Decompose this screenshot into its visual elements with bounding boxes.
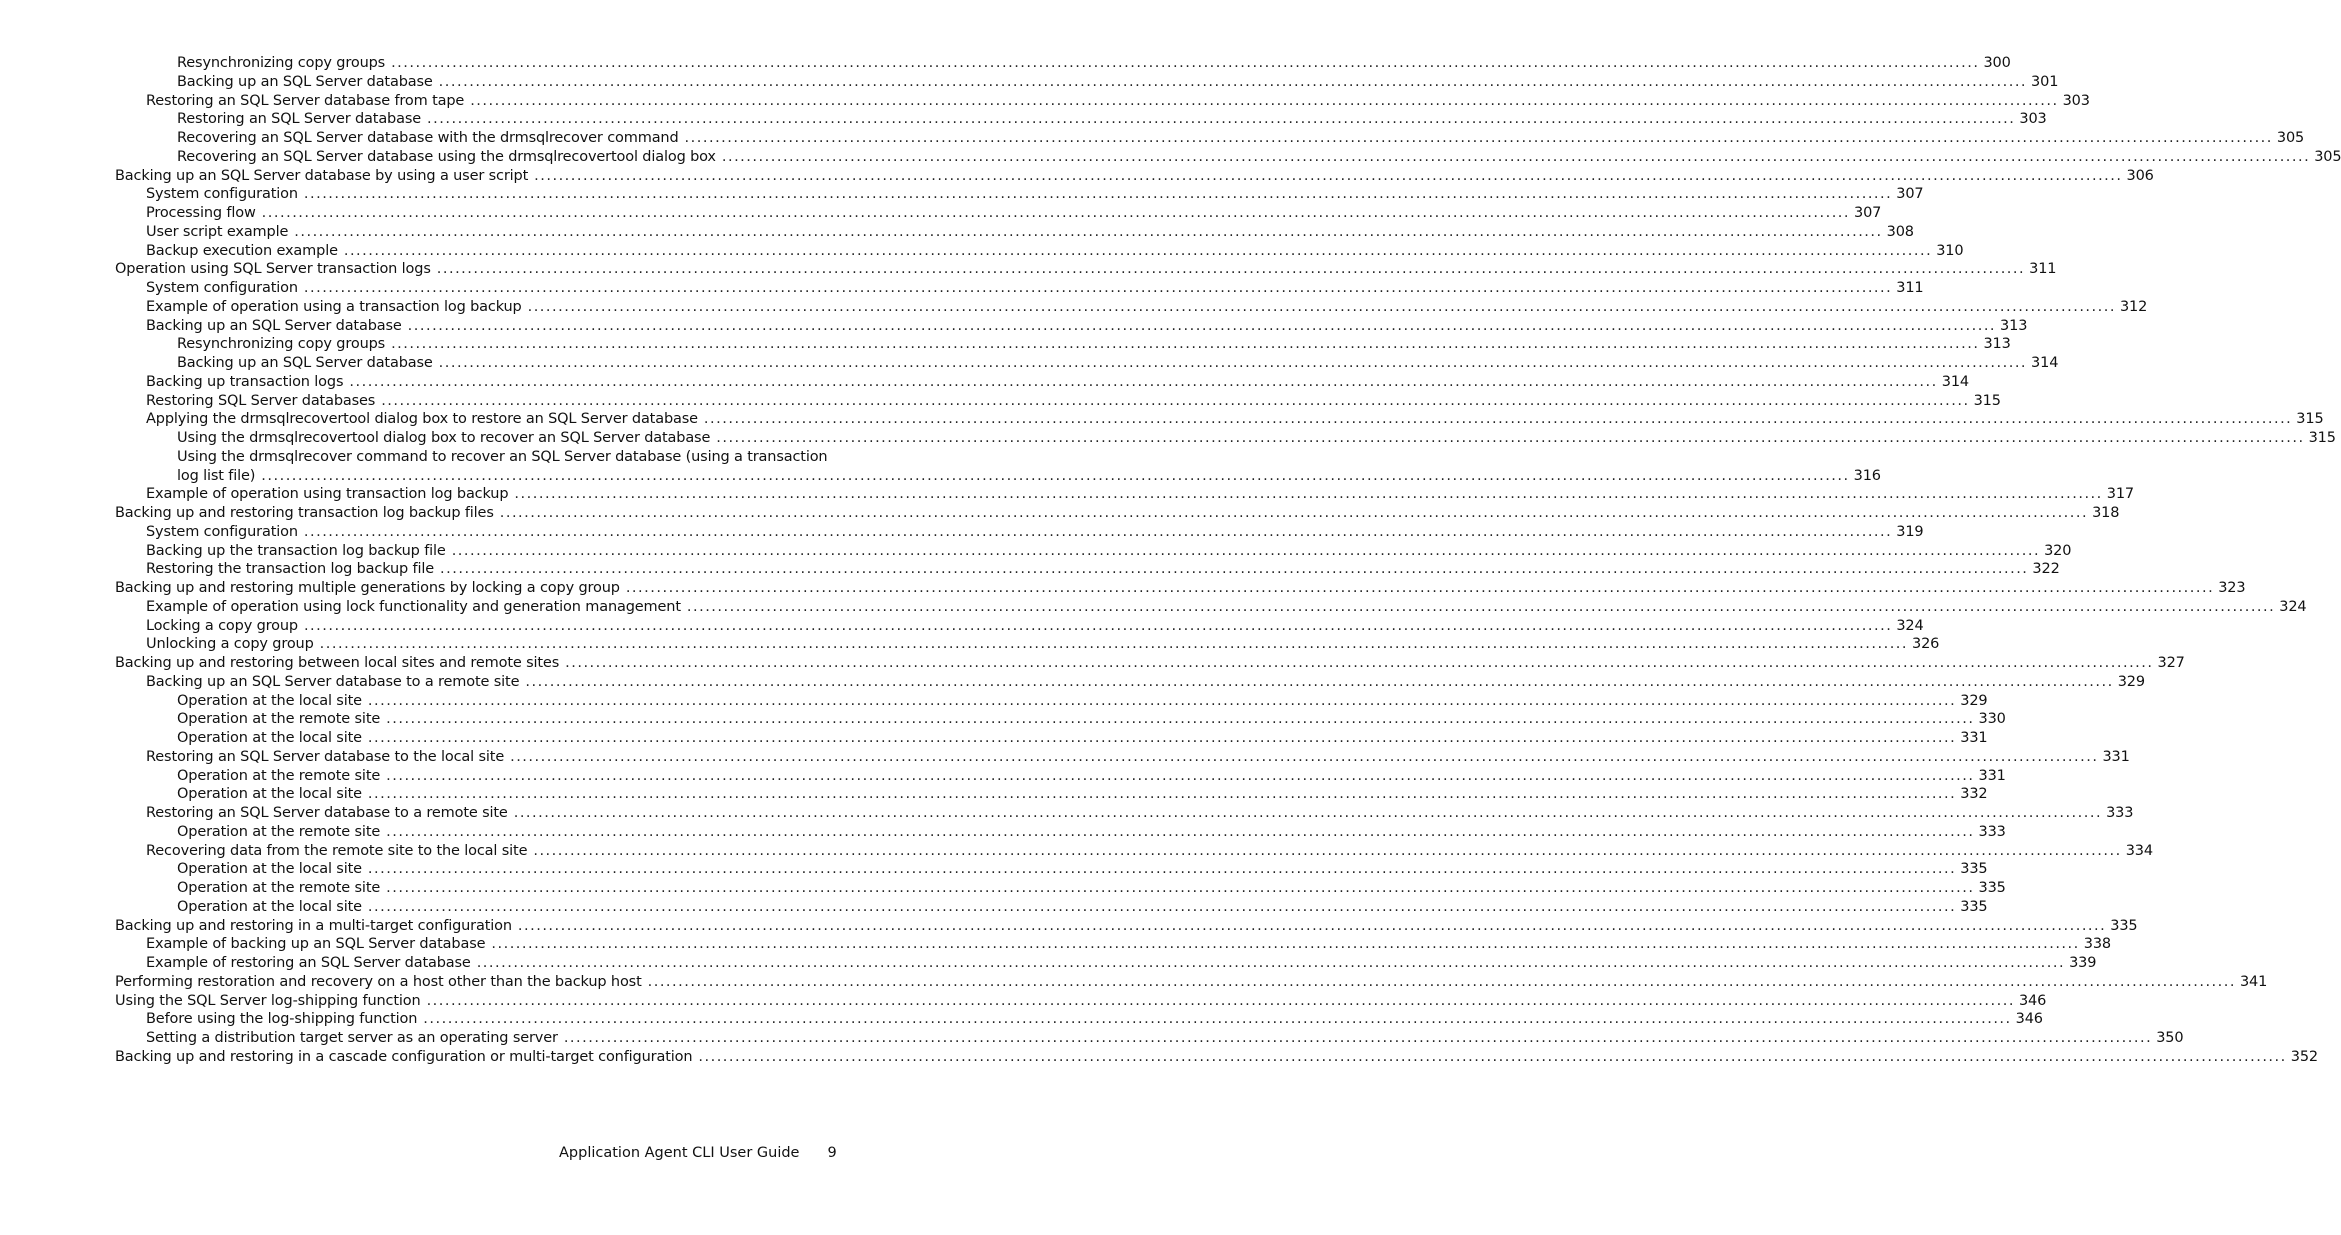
footer-page-number: 9 xyxy=(827,1145,837,1161)
toc-entry[interactable] xyxy=(115,710,2006,729)
toc-entry-title: Backing up an SQL Server database xyxy=(146,317,402,334)
toc-entry-title: Restoring an SQL Server database to the local site xyxy=(146,748,505,765)
toc-entry[interactable] xyxy=(115,523,1924,542)
toc-entry-page: 335 xyxy=(1960,898,1988,915)
toc-entry-title: Resynchronizing copy groups xyxy=(177,55,386,71)
toc-entry-title: Backing up and restoring between local sites and remote sites xyxy=(115,655,560,671)
toc-entry-page: 334 xyxy=(2125,842,2153,859)
toc-entry-title: Backing up an SQL Server database by using a user script xyxy=(115,167,529,184)
toc-entry-page: 315 xyxy=(1973,392,2001,409)
toc-leader-dots xyxy=(440,560,2028,579)
toc-entry-title: Operation using SQL Server transaction logs xyxy=(115,261,431,278)
toc-leader-dots xyxy=(470,92,2058,111)
toc-entry-title: Example of restoring an SQL Server database xyxy=(146,955,471,971)
toc-entry-title: Using the SQL Server log-shipping function xyxy=(115,992,421,1009)
toc-entry[interactable] xyxy=(115,542,2072,561)
toc-entry-page: 323 xyxy=(2218,580,2246,596)
toc-entry[interactable] xyxy=(115,729,1988,748)
toc-entry-page: 310 xyxy=(1936,242,1964,259)
page-footer xyxy=(559,1143,837,1163)
toc-leader-dots xyxy=(261,467,1849,486)
toc-leader-dots xyxy=(528,298,2116,317)
toc-entry[interactable] xyxy=(115,504,2120,523)
toc-entry-page: 324 xyxy=(1896,617,1924,634)
toc-entry-page: 350 xyxy=(2156,1030,2184,1046)
toc-entry[interactable] xyxy=(115,767,2006,786)
toc-entry-page: 306 xyxy=(2126,167,2154,184)
toc-entry-page: 333 xyxy=(1978,823,2006,840)
toc-entry[interactable] xyxy=(115,392,2001,411)
toc-entry-page: 307 xyxy=(1896,186,1924,203)
toc-entry-page: 315 xyxy=(2296,411,2324,428)
toc-leader-dots xyxy=(698,1048,2286,1067)
toc-entry-page: 315 xyxy=(2308,430,2336,446)
toc-entry-page: 317 xyxy=(2106,486,2135,503)
toc-entry-page: 313 xyxy=(2000,317,2028,334)
toc-entry-page: 352 xyxy=(2290,1048,2318,1065)
toc-entry-page: 331 xyxy=(2102,748,2130,765)
toc-leader-dots xyxy=(368,898,1956,917)
toc-entry-title: Example of operation using transaction log backup xyxy=(146,486,509,503)
toc-entry-page: 303 xyxy=(2019,111,2047,128)
toc-leader-dots xyxy=(294,223,1882,242)
toc-entry-title: Backup execution example xyxy=(146,242,338,259)
toc-leader-dots xyxy=(525,673,2113,692)
toc-entry[interactable] xyxy=(115,954,2097,973)
toc-entry-page: 305 xyxy=(2276,130,2305,146)
toc-entry-title: Before using the log-shipping function xyxy=(146,1011,418,1028)
toc-entry[interactable] xyxy=(115,598,2307,617)
toc-entry-page: 330 xyxy=(1978,711,2006,728)
toc-entry-page: 308 xyxy=(1886,223,1914,240)
toc-entry-title: Backing up an SQL Server database to a remote site xyxy=(146,673,520,690)
toc-leader-dots xyxy=(534,167,2122,186)
toc-entry[interactable] xyxy=(115,485,2135,504)
toc-entry-title: Performing restoration and recovery on a host other than the backup host xyxy=(115,973,642,990)
toc-entry-title: Restoring an SQL Server database from tape xyxy=(146,92,465,109)
toc-entry-title: Backing up and restoring transaction log backup files xyxy=(115,505,494,521)
toc-entry-page: 346 xyxy=(2018,992,2047,1009)
toc-entry[interactable] xyxy=(115,1029,2184,1048)
toc-entry[interactable] xyxy=(115,448,1881,486)
toc-entry[interactable] xyxy=(115,992,2047,1011)
toc-entry-title: Recovering an SQL Server database using the drmsqlrecovertool dialog box xyxy=(177,148,716,165)
toc-entry[interactable] xyxy=(115,1010,2043,1029)
toc-entry-title: Restoring SQL Server databases xyxy=(146,392,376,409)
toc-leader-dots xyxy=(564,1029,2152,1048)
toc-entry[interactable] xyxy=(115,354,2059,373)
toc-leader-dots xyxy=(386,879,1974,898)
toc-leader-dots xyxy=(386,710,1974,729)
toc-leader-dots xyxy=(304,279,1892,298)
toc-leader-dots xyxy=(491,935,2079,954)
toc-leader-dots xyxy=(685,129,2273,148)
toc-entry[interactable] xyxy=(115,129,2305,148)
toc-entry-title: Backing up and restoring multiple generations by locking a copy group xyxy=(115,580,620,596)
toc-entry[interactable] xyxy=(115,635,1940,654)
toc-entry-title: Operation at the remote site xyxy=(177,711,381,728)
toc-entry-page: 346 xyxy=(2015,1011,2043,1028)
toc-entry-title: Example of operation using a transaction log backup xyxy=(146,298,522,315)
toc-leader-dots xyxy=(368,860,1956,879)
toc-entry-title: Operation at the local site xyxy=(177,786,362,803)
toc-leader-dots xyxy=(344,242,1932,261)
toc-entry[interactable] xyxy=(115,110,2047,129)
toc-entry-page: 314 xyxy=(1941,373,1969,390)
toc-entry[interactable] xyxy=(115,823,2006,842)
toc-entry-title: Operation at the local site xyxy=(177,730,362,746)
toc-leader-dots xyxy=(648,973,2236,992)
toc-leader-dots xyxy=(427,110,2015,129)
toc-entry-title: Setting a distribution target server as an operating server xyxy=(146,1030,558,1046)
toc-entry-page: 335 xyxy=(1960,861,1988,878)
toc-entry[interactable] xyxy=(115,429,2336,448)
toc-leader-dots xyxy=(262,204,1850,223)
toc-leader-dots xyxy=(477,954,2065,973)
toc-entry[interactable] xyxy=(115,223,1914,242)
toc-entry[interactable] xyxy=(115,298,2148,317)
toc-leader-dots xyxy=(391,335,1979,354)
toc-entry-page: 332 xyxy=(1960,786,1988,803)
toc-entry-title: Backing up the transaction log backup file xyxy=(146,542,446,559)
toc-entry[interactable] xyxy=(115,973,2268,992)
toc-entry-page: 301 xyxy=(2031,73,2059,90)
toc-entry-page: 341 xyxy=(2239,973,2268,990)
toc-entry[interactable] xyxy=(115,785,1988,804)
toc-entry-title: Operation at the remote site xyxy=(177,880,381,896)
toc-entry-page: 329 xyxy=(1960,692,1988,709)
toc-leader-dots xyxy=(716,429,2304,448)
toc-entry-page: 331 xyxy=(1978,767,2006,784)
toc-entry-page: 333 xyxy=(2106,805,2134,821)
toc-entry-title: Restoring an SQL Server database to a remote site xyxy=(146,805,508,821)
toc-entry-page: 335 xyxy=(1978,880,2006,896)
toc-entry[interactable] xyxy=(115,410,2324,429)
toc-entry-page: 305 xyxy=(2314,148,2341,165)
toc-entry-page: 311 xyxy=(2029,261,2057,278)
table-of-contents xyxy=(115,54,2341,1067)
toc-entry[interactable] xyxy=(115,185,1924,204)
toc-entry[interactable] xyxy=(115,898,1988,917)
toc-leader-dots xyxy=(423,1010,2011,1029)
toc-entry[interactable] xyxy=(115,879,2006,898)
toc-leader-dots xyxy=(349,373,1937,392)
toc-entry[interactable] xyxy=(115,917,2138,936)
toc-entry-title: Using the drmsqlrecover command to recover an SQL Server database (using a transaction xyxy=(177,448,828,465)
toc-entry-title: Example of operation using lock functionality and generation management xyxy=(146,598,681,615)
toc-entry-title: Unlocking a copy group xyxy=(146,636,314,653)
toc-entry-title: User script example xyxy=(146,223,289,240)
toc-leader-dots xyxy=(626,579,2214,598)
toc-entry-title: Backing up and restoring in a cascade configuration or multi-target configuration xyxy=(115,1048,693,1065)
toc-leader-dots xyxy=(386,767,1974,786)
toc-leader-dots xyxy=(722,148,2310,167)
toc-entry[interactable] xyxy=(115,317,2028,336)
toc-entry-title: Operation at the local site xyxy=(177,861,362,878)
toc-entry-page: 318 xyxy=(2092,505,2120,521)
toc-entry-title: Backing up an SQL Server database xyxy=(177,355,433,371)
toc-entry[interactable] xyxy=(115,92,2090,111)
toc-leader-dots xyxy=(304,185,1892,204)
toc-entry[interactable] xyxy=(115,560,2060,579)
toc-leader-dots xyxy=(368,692,1956,711)
toc-leader-dots xyxy=(565,654,2153,673)
toc-entry-title: Processing flow xyxy=(146,205,256,221)
toc-entry[interactable] xyxy=(115,54,2011,73)
toc-entry[interactable] xyxy=(115,692,1988,711)
toc-entry-page: 320 xyxy=(2044,542,2072,559)
toc-leader-dots xyxy=(439,73,2027,92)
toc-entry-page: 335 xyxy=(2110,917,2138,934)
toc-entry[interactable] xyxy=(115,654,2185,673)
toc-leader-dots xyxy=(437,260,2025,279)
toc-entry[interactable] xyxy=(115,242,1964,261)
toc-entry-title: System configuration xyxy=(146,186,298,203)
toc-entry-page: 303 xyxy=(2062,92,2090,109)
toc-entry-title: Operation at the local site xyxy=(177,692,362,709)
toc-entry-title: Restoring the transaction log backup file xyxy=(146,561,435,578)
toc-entry[interactable] xyxy=(115,167,2154,186)
toc-entry-page: 307 xyxy=(1854,205,1882,221)
toc-entry-title: System configuration xyxy=(146,280,298,296)
toc-entry-page: 313 xyxy=(1983,336,2011,353)
toc-entry-title: Operation at the remote site xyxy=(177,767,381,784)
toc-entry-page: 316 xyxy=(1853,467,1881,484)
toc-leader-dots xyxy=(704,410,2292,429)
toc-entry-title: Applying the drmsqlrecovertool dialog box to restore an SQL Server database xyxy=(146,411,698,428)
toc-leader-dots xyxy=(452,542,2040,561)
toc-entry-page: 324 xyxy=(2279,598,2307,615)
toc-entry[interactable] xyxy=(115,935,2111,954)
toc-entry[interactable] xyxy=(115,860,1988,879)
toc-entry[interactable] xyxy=(115,748,2130,767)
toc-entry-page: 300 xyxy=(1983,55,2011,71)
toc-entry[interactable] xyxy=(115,1048,2318,1067)
toc-entry[interactable] xyxy=(115,579,2246,598)
toc-leader-dots xyxy=(408,317,1996,336)
toc-leader-dots xyxy=(439,354,2027,373)
toc-entry-title: Example of backing up an SQL Server database xyxy=(146,936,486,953)
toc-entry-page: 311 xyxy=(1896,280,1924,296)
toc-entry[interactable] xyxy=(115,73,2059,92)
toc-entry-title: Backing up an SQL Server database xyxy=(177,73,433,90)
toc-leader-dots xyxy=(368,729,1956,748)
toc-entry-page: 314 xyxy=(2031,355,2059,371)
toc-leader-dots xyxy=(320,635,1908,654)
toc-entry-title: Backing up and restoring in a multi-target configuration xyxy=(115,917,512,934)
footer-guide-title: Application Agent CLI User Guide xyxy=(559,1145,800,1161)
toc-leader-dots xyxy=(514,804,2102,823)
toc-entry[interactable] xyxy=(115,842,2153,861)
toc-leader-dots xyxy=(304,523,1892,542)
toc-entry[interactable] xyxy=(115,279,1924,298)
toc-entry-page: 338 xyxy=(2083,936,2111,953)
toc-entry-title: Recovering data from the remote site to the local site xyxy=(146,842,528,859)
toc-leader-dots xyxy=(510,748,2098,767)
toc-leader-dots xyxy=(533,842,2121,861)
toc-entry-title-cont: log list file) xyxy=(177,467,256,484)
toc-leader-dots xyxy=(381,392,1969,411)
toc-entry-title-line2 xyxy=(177,467,1881,486)
toc-entry-title: Operation at the remote site xyxy=(177,823,381,840)
toc-entry-page: 329 xyxy=(2117,673,2145,690)
toc-entry[interactable] xyxy=(115,204,1882,223)
toc-entry-page: 322 xyxy=(2032,561,2060,578)
toc-entry-title: System configuration xyxy=(146,523,298,540)
toc-entry-page: 327 xyxy=(2157,655,2185,671)
toc-leader-dots xyxy=(368,785,1956,804)
toc-leader-dots xyxy=(304,617,1892,636)
toc-entry[interactable] xyxy=(115,260,2057,279)
toc-entry-title: Recovering an SQL Server database with the drmsqlrecover command xyxy=(177,130,679,146)
toc-entry-title-wrap xyxy=(177,448,1881,486)
toc-entry-page: 339 xyxy=(2069,955,2097,971)
toc-leader-dots xyxy=(391,54,1979,73)
toc-entry-title: Operation at the local site xyxy=(177,898,362,915)
toc-entry[interactable] xyxy=(115,673,2145,692)
toc-entry-title: Resynchronizing copy groups xyxy=(177,336,386,353)
toc-entry[interactable] xyxy=(115,617,1924,636)
toc-entry[interactable] xyxy=(115,335,2011,354)
toc-leader-dots xyxy=(687,598,2275,617)
toc-entry-page: 331 xyxy=(1960,730,1988,746)
toc-leader-dots xyxy=(500,504,2088,523)
toc-leader-dots xyxy=(427,992,2015,1011)
toc-entry[interactable] xyxy=(115,148,2341,167)
toc-entry[interactable] xyxy=(115,373,1969,392)
toc-entry-title: Backing up transaction logs xyxy=(146,373,344,390)
toc-entry-title: Locking a copy group xyxy=(146,617,298,634)
toc-entry-title: Using the drmsqlrecovertool dialog box to recover an SQL Server database xyxy=(177,430,711,446)
toc-entry-page: 319 xyxy=(1896,523,1924,540)
toc-leader-dots xyxy=(518,917,2106,936)
toc-entry-page: 312 xyxy=(2119,298,2148,315)
toc-entry[interactable] xyxy=(115,804,2134,823)
toc-entry-title: Restoring an SQL Server database xyxy=(177,111,422,128)
toc-entry-page: 326 xyxy=(1912,636,1940,653)
toc-leader-dots xyxy=(386,823,1974,842)
toc-leader-dots xyxy=(514,485,2102,504)
